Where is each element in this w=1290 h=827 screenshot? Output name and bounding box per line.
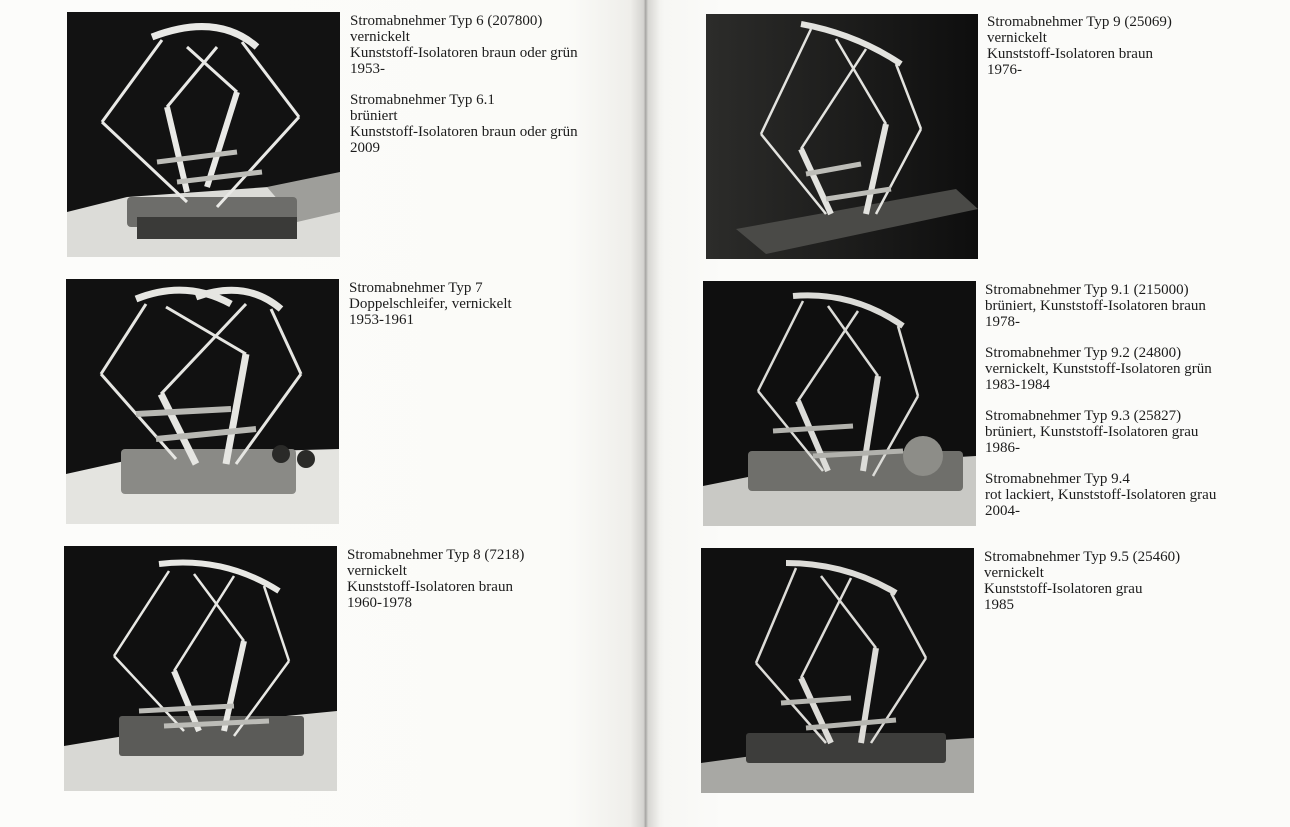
caption-line: brüniert, Kunststoff-Isolatoren braun: [985, 298, 1206, 314]
caption-line: Stromabnehmer Typ 9 (25069): [987, 14, 1172, 30]
caption-line: vernickelt: [347, 563, 407, 579]
pantograph-type-6-photo: [67, 12, 340, 257]
caption-line: vernickelt: [350, 29, 410, 45]
caption-block: [987, 14, 1257, 78]
caption-line: Stromabnehmer Typ 9.1 (215000): [985, 282, 1189, 298]
pantograph-type-9-1-photo: [703, 281, 976, 526]
caption-line: 1985: [984, 597, 1014, 613]
caption-line: vernickelt: [987, 30, 1047, 46]
caption-line: Kunststoff-Isolatoren braun oder grün: [350, 124, 578, 140]
caption-line: 1978-: [985, 314, 1020, 330]
caption-line: Stromabnehmer Typ 8 (7218): [347, 547, 525, 563]
caption-block: [984, 549, 1254, 613]
caption-line: Stromabnehmer Typ 9.4: [985, 471, 1130, 487]
caption-line: 1983-1984: [985, 377, 1050, 393]
caption-line: Stromabnehmer Typ 9.2 (24800): [985, 345, 1182, 361]
caption-line: vernickelt, Kunststoff-Isolatoren grün: [985, 361, 1212, 377]
caption-group-1: [350, 13, 620, 171]
caption-group-6: [984, 549, 1254, 628]
caption-block: [985, 282, 1255, 330]
caption-line: brüniert: [350, 108, 398, 124]
caption-line: brüniert, Kunststoff-Isolatoren grau: [985, 424, 1199, 440]
caption-line: Stromabnehmer Typ 6 (207800): [350, 13, 543, 29]
caption-block: [350, 13, 620, 77]
caption-group-3: [347, 547, 617, 626]
caption-line: Stromabnehmer Typ 6.1: [350, 92, 495, 108]
caption-block: [347, 547, 617, 611]
caption-line: 2009: [350, 140, 380, 156]
caption-line: Kunststoff-Isolatoren braun: [347, 579, 513, 595]
caption-group-2: [349, 280, 619, 343]
caption-line: Stromabnehmer Typ 9.3 (25827): [985, 408, 1182, 424]
book-gutter: [630, 0, 660, 827]
caption-line: rot lackiert, Kunststoff-Isolatoren grau: [985, 487, 1217, 503]
caption-block: [985, 345, 1255, 393]
caption-line: 1960-1978: [347, 595, 412, 611]
caption-line: vernickelt: [984, 565, 1044, 581]
caption-line: 1953-: [350, 61, 385, 77]
caption-group-5: [985, 282, 1255, 534]
caption-line: 1953-1961: [349, 312, 414, 328]
caption-line: 1976-: [987, 62, 1022, 78]
caption-block: [350, 92, 620, 156]
caption-line: Kunststoff-Isolatoren braun oder grün: [350, 45, 578, 61]
caption-line: Stromabnehmer Typ 7: [349, 280, 483, 296]
caption-line: 1986-: [985, 440, 1020, 456]
caption-block: [985, 471, 1255, 519]
caption-line: Kunststoff-Isolatoren grau: [984, 581, 1143, 597]
pantograph-type-8-photo: [64, 546, 337, 791]
pantograph-type-9-photo: [706, 14, 978, 259]
caption-line: 2004-: [985, 503, 1020, 519]
pantograph-type-7-photo: [66, 279, 339, 524]
caption-group-4: [987, 14, 1257, 93]
caption-line: Kunststoff-Isolatoren braun: [987, 46, 1153, 62]
caption-line: Stromabnehmer Typ 9.5 (25460): [984, 549, 1181, 565]
caption-block: [349, 280, 619, 328]
caption-line: Doppelschleifer, vernickelt: [349, 296, 512, 312]
pantograph-type-9-5-photo: [701, 548, 974, 793]
caption-block: [985, 408, 1255, 456]
